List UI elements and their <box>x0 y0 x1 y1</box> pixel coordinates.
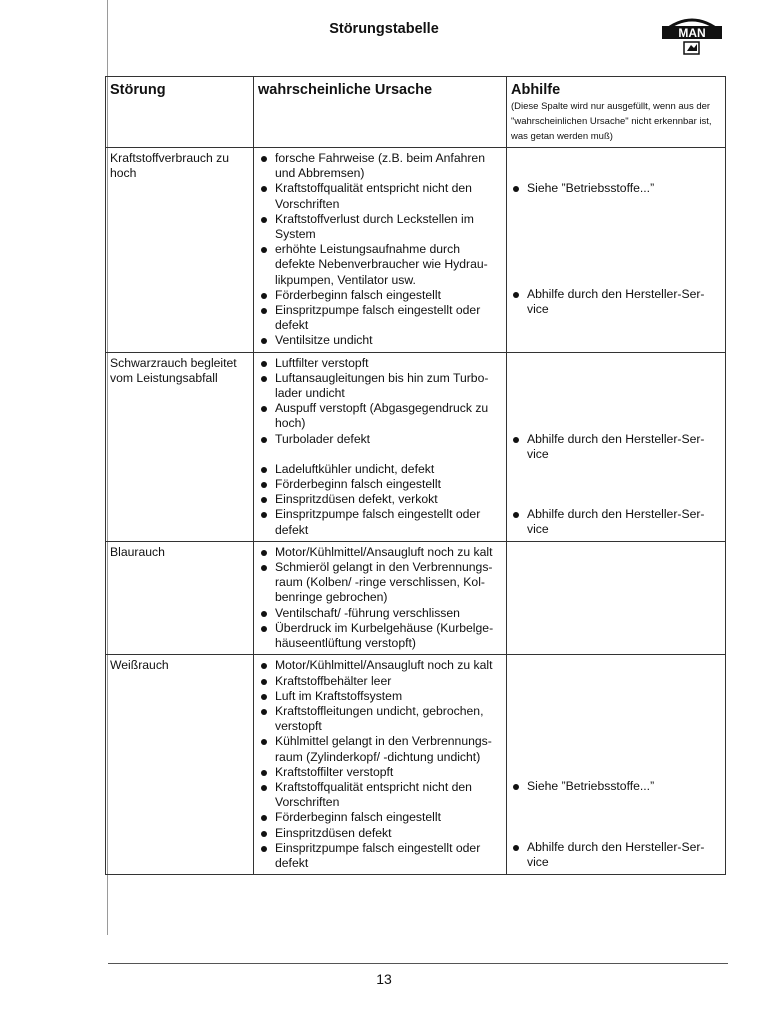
cause-item: Einspritzpumpe falsch eingestellt oder defekt <box>258 507 502 537</box>
symptom-cell: Weißrauch <box>106 655 254 875</box>
table-header-row <box>106 77 726 148</box>
header-abhilfe-label: Abhilfe <box>511 82 561 98</box>
cause-item: Ladeluftkühler undicht, defekt <box>258 462 502 477</box>
cause-item: Kraftstoffverlust durch Leckstellen im System <box>258 212 502 242</box>
causes-cell <box>254 655 507 875</box>
cause-item: Einspritzpumpe falsch eingestellt oder defekt <box>258 841 502 871</box>
remedy-item: Siehe ”Betriebsstoffe...” <box>510 779 721 794</box>
table-row <box>106 541 726 654</box>
remedy-cell <box>507 148 726 353</box>
remedy-item: Abhilfe durch den Hersteller-Ser-vice <box>510 287 721 317</box>
remedy-item: Abhilfe durch den Hersteller-Ser-vice <box>510 507 721 537</box>
table-row <box>106 352 726 541</box>
cause-item: Kraftstoffilter verstopft <box>258 765 502 780</box>
cause-item: Motor/Kühlmittel/Ansaugluft noch zu kalt <box>258 658 502 673</box>
fault-table <box>105 76 726 875</box>
cause-item: Luftfilter verstopft <box>258 356 502 371</box>
remedy-cell <box>507 655 726 875</box>
header-abhilfe <box>507 77 726 148</box>
remedy-item: Abhilfe durch den Hersteller-Ser-vice <box>510 432 721 462</box>
cause-item: Einspritzpumpe falsch eingestellt oder defekt <box>258 303 502 333</box>
page-title: Störungstabelle <box>329 21 439 37</box>
table-row <box>106 655 726 875</box>
cause-item: Motor/Kühlmittel/Ansaugluft noch zu kalt <box>258 545 502 560</box>
cause-item: forsche Fahrweise (z.B. beim Anfahren und Abbremsen) <box>258 151 502 181</box>
cause-item: Kraftstoffqualität entspricht nicht den Vorschriften <box>258 780 502 810</box>
causes-cell <box>254 148 507 353</box>
cause-item: Luft im Kraftstoffsystem <box>258 689 502 704</box>
cause-item: Schmieröl gelangt in den Verbrennungs-raum (Kolben/ -ringe verschlissen, Kol-benringe gebrochen) <box>258 560 502 606</box>
cause-item: Einspritzdüsen defekt <box>258 826 502 841</box>
cause-item: Kraftstoffbehälter leer <box>258 674 502 689</box>
cause-item: Einspritzdüsen defekt, verkokt <box>258 492 502 507</box>
cause-item: Luftansaugleitungen bis hin zum Turbo-lader undicht <box>258 371 502 401</box>
cause-item: Kühlmittel gelangt in den Verbrennungs-raum (Zylinderkopf/ -dichtung undicht) <box>258 734 502 764</box>
cause-item: Auspuff verstopft (Abgasgegendruck zu hoch) <box>258 401 502 431</box>
symptom-cell: Schwarzrauch begleitet vom Leistungsabfall <box>106 352 254 541</box>
cause-item: Förderbeginn falsch eingestellt <box>258 288 502 303</box>
cause-item: Ventilsitze undicht <box>258 333 502 348</box>
causes-cell <box>254 541 507 654</box>
header-stoerung: Störung <box>106 77 254 148</box>
remedy-cell <box>507 541 726 654</box>
cause-item: Überdruck im Kurbelgehäuse (Kurbelge-häuseentlüftung verstopft) <box>258 621 502 651</box>
causes-cell <box>254 352 507 541</box>
footer-rule <box>108 963 728 964</box>
cause-item: Turbolader defekt <box>258 432 502 447</box>
logo-text: MAN <box>678 26 706 40</box>
header-abhilfe-note: (Diese Spalte wird nur ausgefüllt, wenn aus der "wahrscheinlichen Ursache" nicht erkennbar ist, was getan werden muß) <box>511 101 712 142</box>
man-logo <box>661 12 723 56</box>
remedy-item: Abhilfe durch den Hersteller-Ser-vice <box>510 840 721 870</box>
cause-item: Förderbeginn falsch eingestellt <box>258 810 502 825</box>
cause-item: Kraftstoffqualität entspricht nicht den Vorschriften <box>258 181 502 211</box>
header-ursache: wahrscheinliche Ursache <box>254 77 507 148</box>
symptom-cell: Blaurauch <box>106 541 254 654</box>
remedy-item: Siehe ”Betriebsstoffe...” <box>510 181 721 196</box>
remedy-cell <box>507 352 726 541</box>
cause-item: Kraftstoffleitungen undicht, gebrochen, verstopft <box>258 704 502 734</box>
cause-item: Ventilschaft/ -führung verschlissen <box>258 606 502 621</box>
table-row <box>106 148 726 353</box>
symptom-cell: Kraftstoffverbrauch zu hoch <box>106 148 254 353</box>
cause-item: Förderbeginn falsch eingestellt <box>258 477 502 492</box>
page-number: 13 <box>376 971 392 987</box>
cause-item: erhöhte Leistungsaufnahme durch defekte Nebenverbraucher wie Hydrau-likpumpen, Ventilator usw. <box>258 242 502 288</box>
